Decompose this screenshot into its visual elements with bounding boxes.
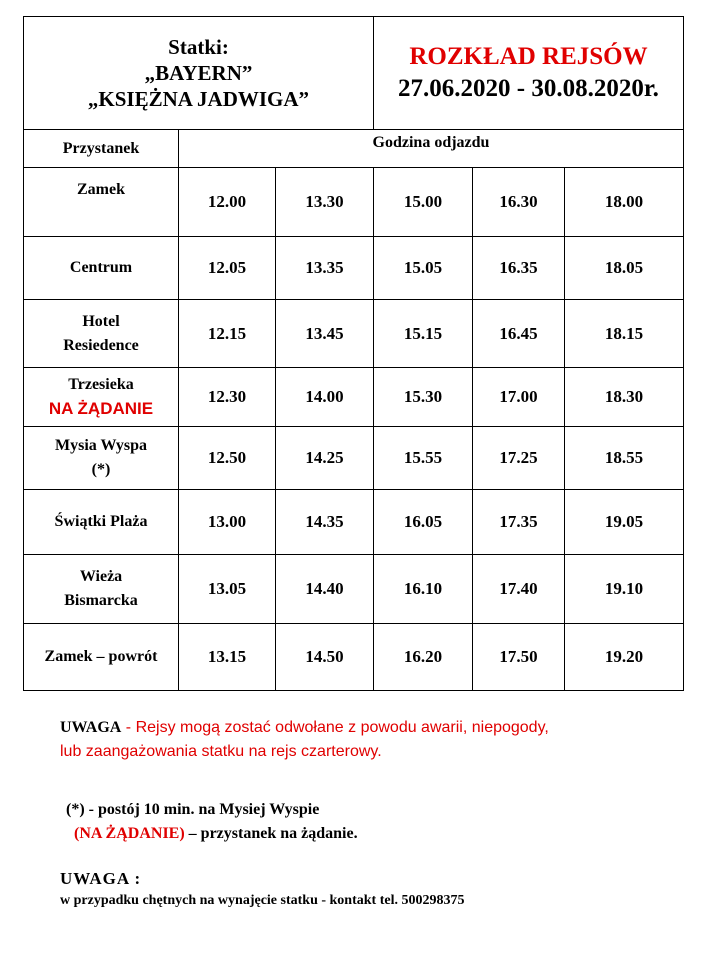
- schedule-title-cell: [374, 17, 684, 130]
- stop-name: Zamek – powrót: [44, 648, 158, 665]
- departure-time: 13.45: [276, 300, 374, 368]
- departure-time: 12.05: [179, 237, 276, 300]
- date-range: 27.06.2020 - 30.08.2020r.: [398, 75, 659, 102]
- table-row: [24, 427, 684, 490]
- departure-time: 14.00: [276, 368, 374, 427]
- departure-time: 13.35: [276, 237, 374, 300]
- departure-time: 16.45: [473, 300, 565, 368]
- departure-time: 14.40: [276, 555, 374, 624]
- on-request-label: (NA ŻĄDANIE): [74, 825, 185, 842]
- warning-text-line2: lub zaangażowania statku na rejs czarterowy.: [60, 743, 382, 760]
- charter-note: [60, 868, 680, 912]
- stop-name-line2: Resiedence: [63, 336, 139, 354]
- schedule-table: [23, 16, 684, 691]
- on-request-note: [60, 822, 680, 846]
- schedule-rows: [24, 168, 684, 691]
- departure-time: 14.35: [276, 490, 374, 555]
- charter-contact-text: w przypadku chętnych na wynajęcie statku - kontakt tel. 500298375: [60, 893, 465, 908]
- departure-time: 12.30: [179, 368, 276, 427]
- stop-name-cell: [24, 490, 179, 555]
- departure-time: 13.00: [179, 490, 276, 555]
- table-row: [24, 555, 684, 624]
- departure-time: 16.35: [473, 237, 565, 300]
- schedule-title: ROZKŁAD REJSÓW: [409, 43, 648, 70]
- column-header-time: Godzina odjazdu: [179, 130, 684, 168]
- stop-name: Mysia Wyspa: [54, 437, 147, 454]
- stop-name: Hotel: [82, 312, 120, 330]
- warning-separator: -: [121, 719, 136, 736]
- stop-name: Zamek: [77, 181, 125, 198]
- on-request-text: – przystanek na żądanie.: [184, 825, 358, 842]
- warning-label: UWAGA: [60, 719, 122, 736]
- departure-time: 14.50: [276, 624, 374, 691]
- stop-name-line2: (*): [91, 461, 111, 478]
- cancellation-note: [60, 716, 680, 764]
- departure-time: 17.00: [473, 368, 565, 427]
- departure-time: 15.15: [374, 300, 473, 368]
- table-row: [24, 368, 684, 427]
- departure-time: 14.25: [276, 427, 374, 490]
- column-header-stop: Przystanek: [24, 130, 179, 168]
- ship-name-2: „KSIĘŻNA JADWIGA”: [87, 87, 310, 111]
- ships-label: Statki:: [168, 35, 229, 59]
- departure-time: 18.15: [565, 300, 684, 368]
- departure-time: 18.30: [565, 368, 684, 427]
- table-row: [24, 237, 684, 300]
- notes-section: [60, 716, 680, 912]
- stop-name: Centrum: [69, 259, 133, 276]
- departure-time: 15.55: [374, 427, 473, 490]
- departure-time: 17.25: [473, 427, 565, 490]
- departure-time: 18.55: [565, 427, 684, 490]
- table-row: [24, 624, 684, 691]
- departure-time: 12.00: [179, 168, 276, 237]
- departure-time: 19.05: [565, 490, 684, 555]
- departure-time: 12.15: [179, 300, 276, 368]
- stop-name-cell: [24, 168, 179, 237]
- on-request-badge: NA ŻĄDANIE: [48, 399, 154, 418]
- table-row: [24, 490, 684, 555]
- departure-time: 15.30: [374, 368, 473, 427]
- departure-time: 15.05: [374, 237, 473, 300]
- departure-time: 19.10: [565, 555, 684, 624]
- departure-time: 16.10: [374, 555, 473, 624]
- ship-name-1: „BAYERN”: [144, 61, 253, 85]
- stop-name-line2: Bismarcka: [64, 592, 138, 609]
- departure-time: 17.35: [473, 490, 565, 555]
- stop-name-cell: [24, 624, 179, 691]
- legend-notes: [60, 798, 680, 846]
- stop-name-cell: [24, 427, 179, 490]
- departure-time: 16.30: [473, 168, 565, 237]
- departure-time: 13.30: [276, 168, 374, 237]
- departure-time: 13.15: [179, 624, 276, 691]
- column-header-row: [24, 130, 684, 168]
- departure-time: 17.40: [473, 555, 565, 624]
- stop-name: Wieża: [79, 568, 123, 585]
- ships-cell: [24, 17, 374, 130]
- title-row: [24, 17, 684, 130]
- stop-name: Świątki Plaża: [54, 513, 148, 530]
- stop-name-cell: [24, 555, 179, 624]
- departure-time: 18.05: [565, 237, 684, 300]
- stop-name-cell: [24, 300, 179, 368]
- departure-time: 18.00: [565, 168, 684, 237]
- departure-time: 16.20: [374, 624, 473, 691]
- table-row: [24, 300, 684, 368]
- departure-time: 17.50: [473, 624, 565, 691]
- departure-time: 12.50: [179, 427, 276, 490]
- departure-time: 16.05: [374, 490, 473, 555]
- departure-time: 13.05: [179, 555, 276, 624]
- stop-name-cell: [24, 237, 179, 300]
- charter-warning-label: UWAGA :: [60, 869, 142, 888]
- departure-time: 19.20: [565, 624, 684, 691]
- star-note: (*) - postój 10 min. na Mysiej Wyspie: [66, 801, 320, 818]
- stop-name: Trzesieka: [68, 376, 134, 393]
- table-row: [24, 168, 684, 237]
- stop-name-cell: [24, 368, 179, 427]
- warning-text-line1: Rejsy mogą zostać odwołane z powodu awarii, niepogody,: [135, 719, 549, 736]
- departure-time: 15.00: [374, 168, 473, 237]
